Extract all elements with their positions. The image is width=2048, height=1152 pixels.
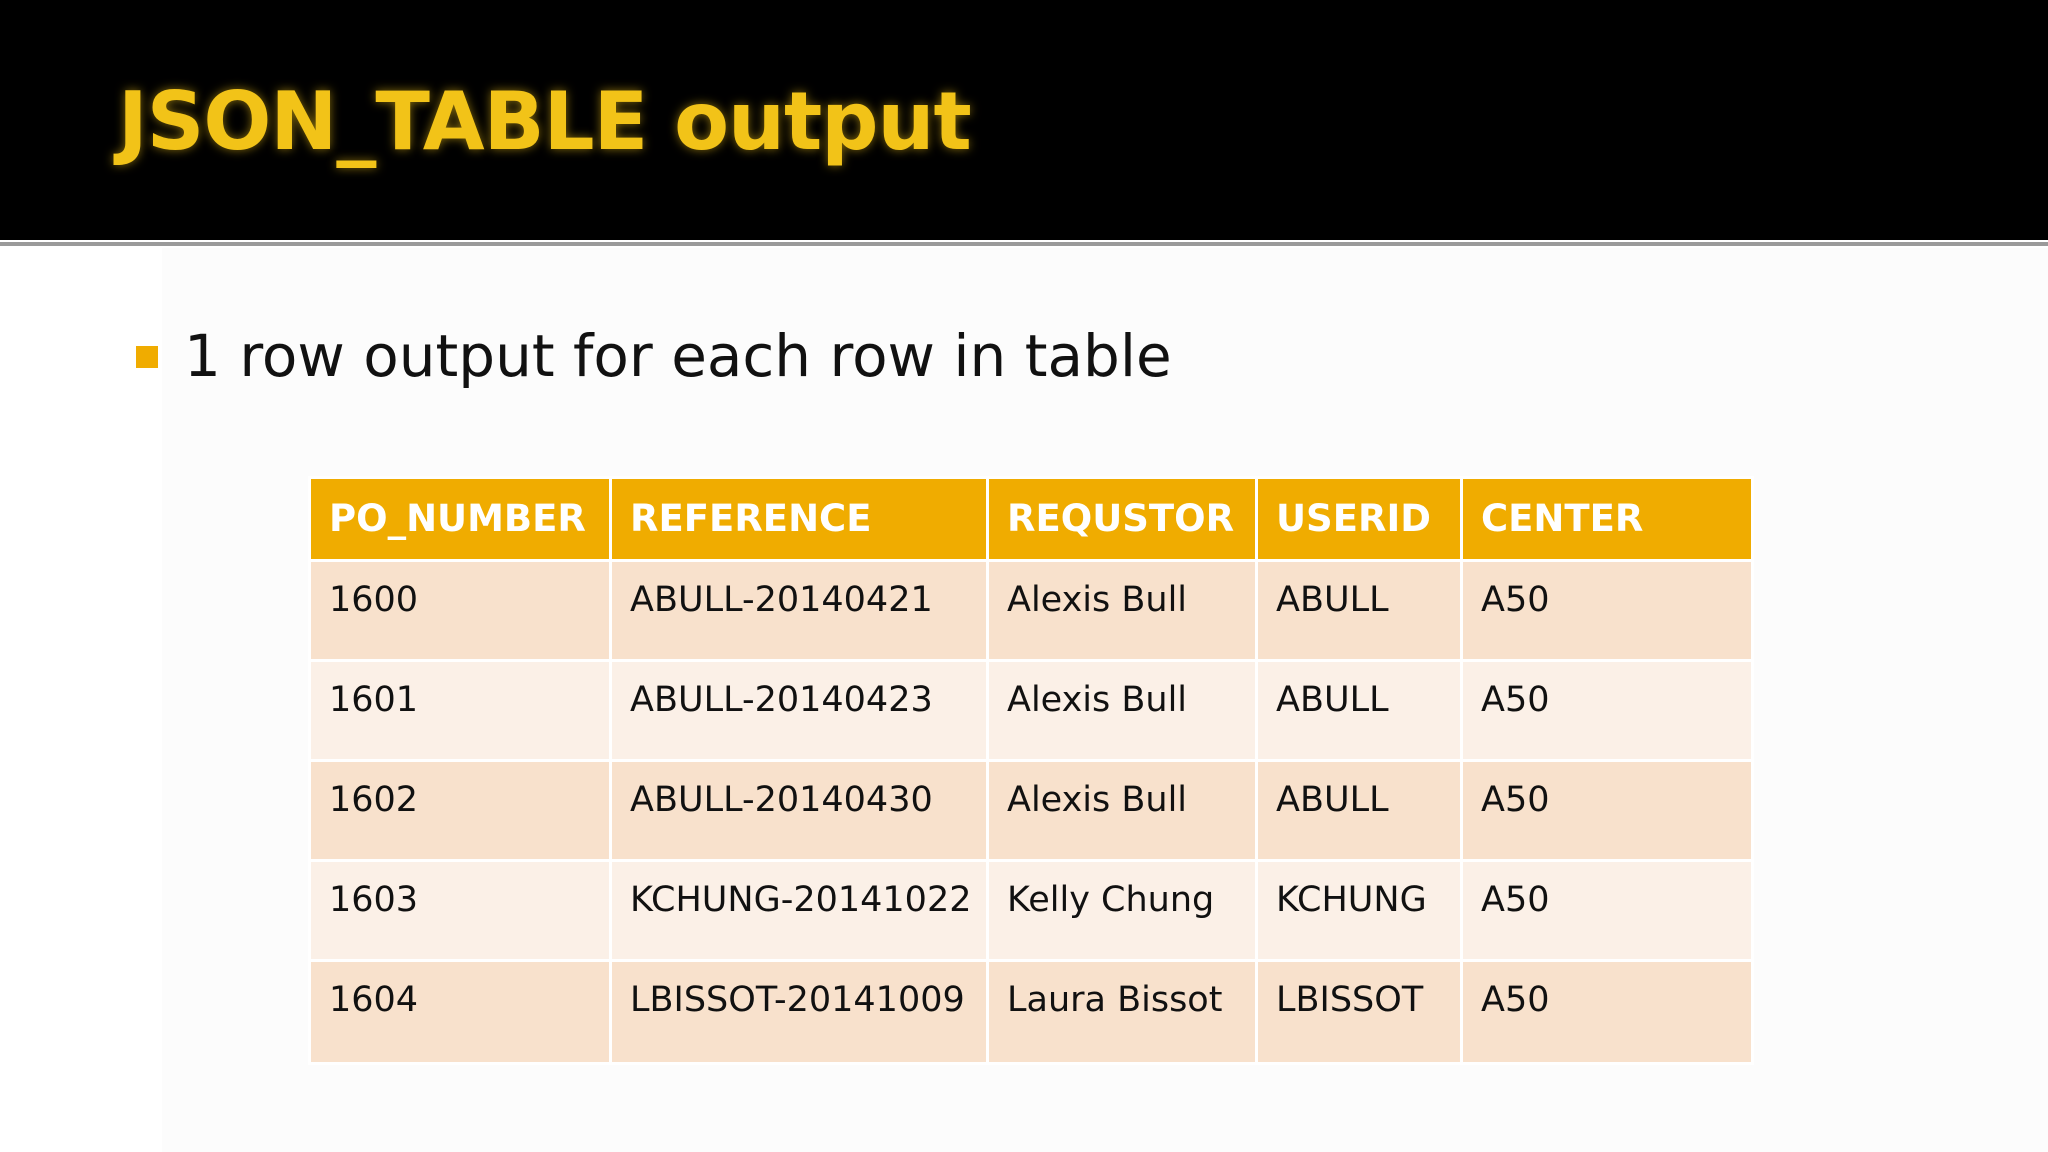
userid-cell: LBISSOT <box>1257 961 1462 1064</box>
center-cell: A50 <box>1462 561 1753 661</box>
column-header-userid: USERID <box>1257 478 1462 561</box>
po-number-cell: 1602 <box>310 761 611 861</box>
po-number-cell: 1600 <box>310 561 611 661</box>
requstor-cell: Alexis Bull <box>988 661 1257 761</box>
table-row <box>310 761 1753 861</box>
table-header-row <box>310 478 1753 561</box>
userid-cell: ABULL <box>1257 761 1462 861</box>
po-number-cell: 1601 <box>310 661 611 761</box>
bullet-text: 1 row output for each row in table <box>184 322 1172 390</box>
column-header-center: CENTER <box>1462 478 1753 561</box>
center-cell: A50 <box>1462 661 1753 761</box>
po-number-cell: 1604 <box>310 961 611 1064</box>
requstor-cell: Alexis Bull <box>988 561 1257 661</box>
reference-cell: ABULL-20140421 <box>611 561 988 661</box>
table-row <box>310 661 1753 761</box>
json-table-output <box>308 476 1754 1065</box>
po-number-cell: 1603 <box>310 861 611 961</box>
requstor-cell: Kelly Chung <box>988 861 1257 961</box>
center-cell: A50 <box>1462 961 1753 1064</box>
requstor-cell: Alexis Bull <box>988 761 1257 861</box>
userid-cell: ABULL <box>1257 561 1462 661</box>
reference-cell: ABULL-20140423 <box>611 661 988 761</box>
reference-cell: LBISSOT-20141009 <box>611 961 988 1064</box>
column-header-reference: REFERENCE <box>611 478 988 561</box>
reference-cell: KCHUNG-20141022 <box>611 861 988 961</box>
slide-title: JSON_TABLE output <box>118 75 971 168</box>
userid-cell: ABULL <box>1257 661 1462 761</box>
center-cell: A50 <box>1462 861 1753 961</box>
center-cell: A50 <box>1462 761 1753 861</box>
table-row <box>310 561 1753 661</box>
table-row <box>310 961 1753 1064</box>
bullet-marker <box>136 346 158 368</box>
column-header-po-number: PO_NUMBER <box>310 478 611 561</box>
title-divider <box>0 240 2048 248</box>
column-header-requstor: REQUSTOR <box>988 478 1257 561</box>
reference-cell: ABULL-20140430 <box>611 761 988 861</box>
requstor-cell: Laura Bissot <box>988 961 1257 1064</box>
table-row <box>310 861 1753 961</box>
userid-cell: KCHUNG <box>1257 861 1462 961</box>
